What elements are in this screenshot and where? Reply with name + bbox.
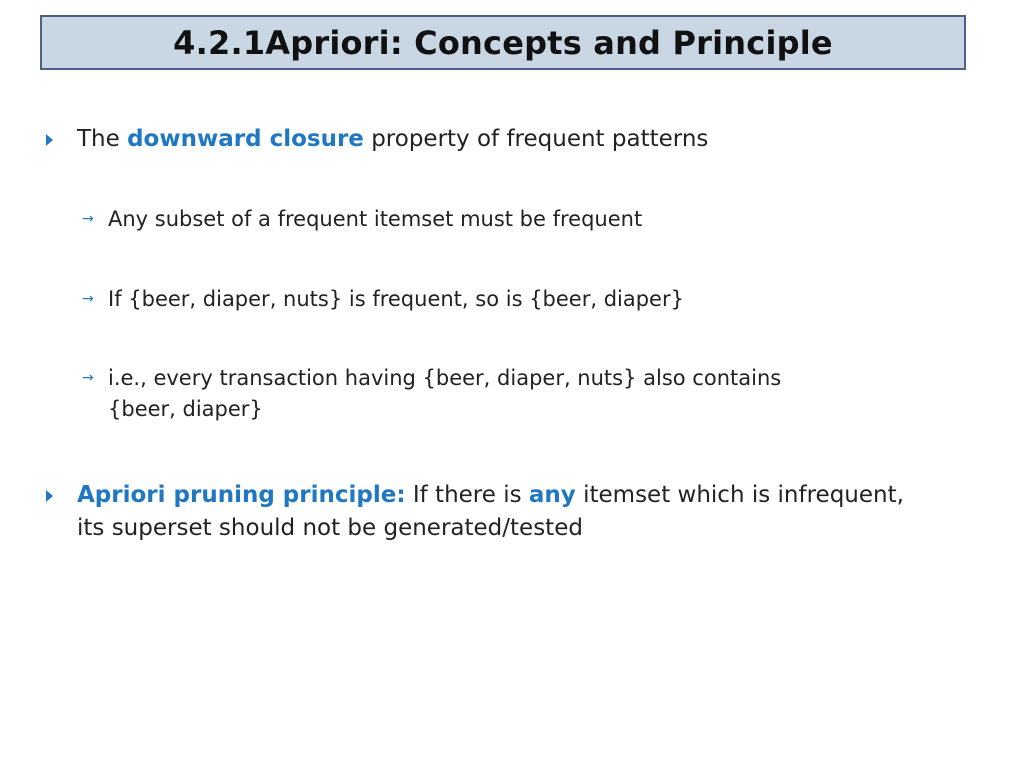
subbullet-text: Any subset of a frequent itemset must be frequent — [108, 207, 643, 231]
highlight-any: any — [528, 482, 576, 508]
bullet-downward-closure — [46, 123, 996, 156]
arrow-bullet-icon: → — [82, 370, 94, 386]
bullet-text — [77, 479, 996, 545]
highlight-apriori-pruning-principle: Apriori pruning principle: — [77, 482, 406, 508]
title-banner — [40, 15, 966, 70]
subbullet-text-line2: {beer, diaper} — [108, 397, 263, 421]
bullet-text — [77, 123, 996, 156]
bullet-text-pre: The — [77, 126, 128, 152]
subbullet-text-line1: i.e., every transaction having {beer, diaper, nuts} also contains — [108, 366, 782, 390]
subbullet-text — [108, 363, 962, 425]
subbullet-transaction-example — [82, 363, 962, 425]
arrow-bullet-icon: → — [82, 211, 94, 227]
triangle-bullet-icon — [46, 490, 53, 502]
bullet-text-post: property of frequent patterns — [363, 126, 709, 152]
bullet-text-post: itemset which is infrequent, — [575, 482, 904, 508]
bullet-apriori-pruning — [46, 479, 996, 545]
bullet-text-line2: its superset should not be generated/tested — [77, 515, 583, 541]
triangle-bullet-icon — [46, 134, 53, 146]
bullet-text-mid: If there is — [405, 482, 529, 508]
bullet-text-line1 — [77, 479, 996, 512]
subbullet-beer-diaper-example — [82, 284, 962, 315]
highlight-downward-closure: downward closure — [127, 126, 364, 152]
arrow-bullet-icon: → — [82, 291, 94, 307]
subbullet-text: If {beer, diaper, nuts} is frequent, so is {beer, diaper} — [108, 287, 684, 311]
subbullet-subset-frequent — [82, 204, 962, 235]
slide-title: 4.2.1Apriori: Concepts and Principle — [173, 23, 833, 62]
